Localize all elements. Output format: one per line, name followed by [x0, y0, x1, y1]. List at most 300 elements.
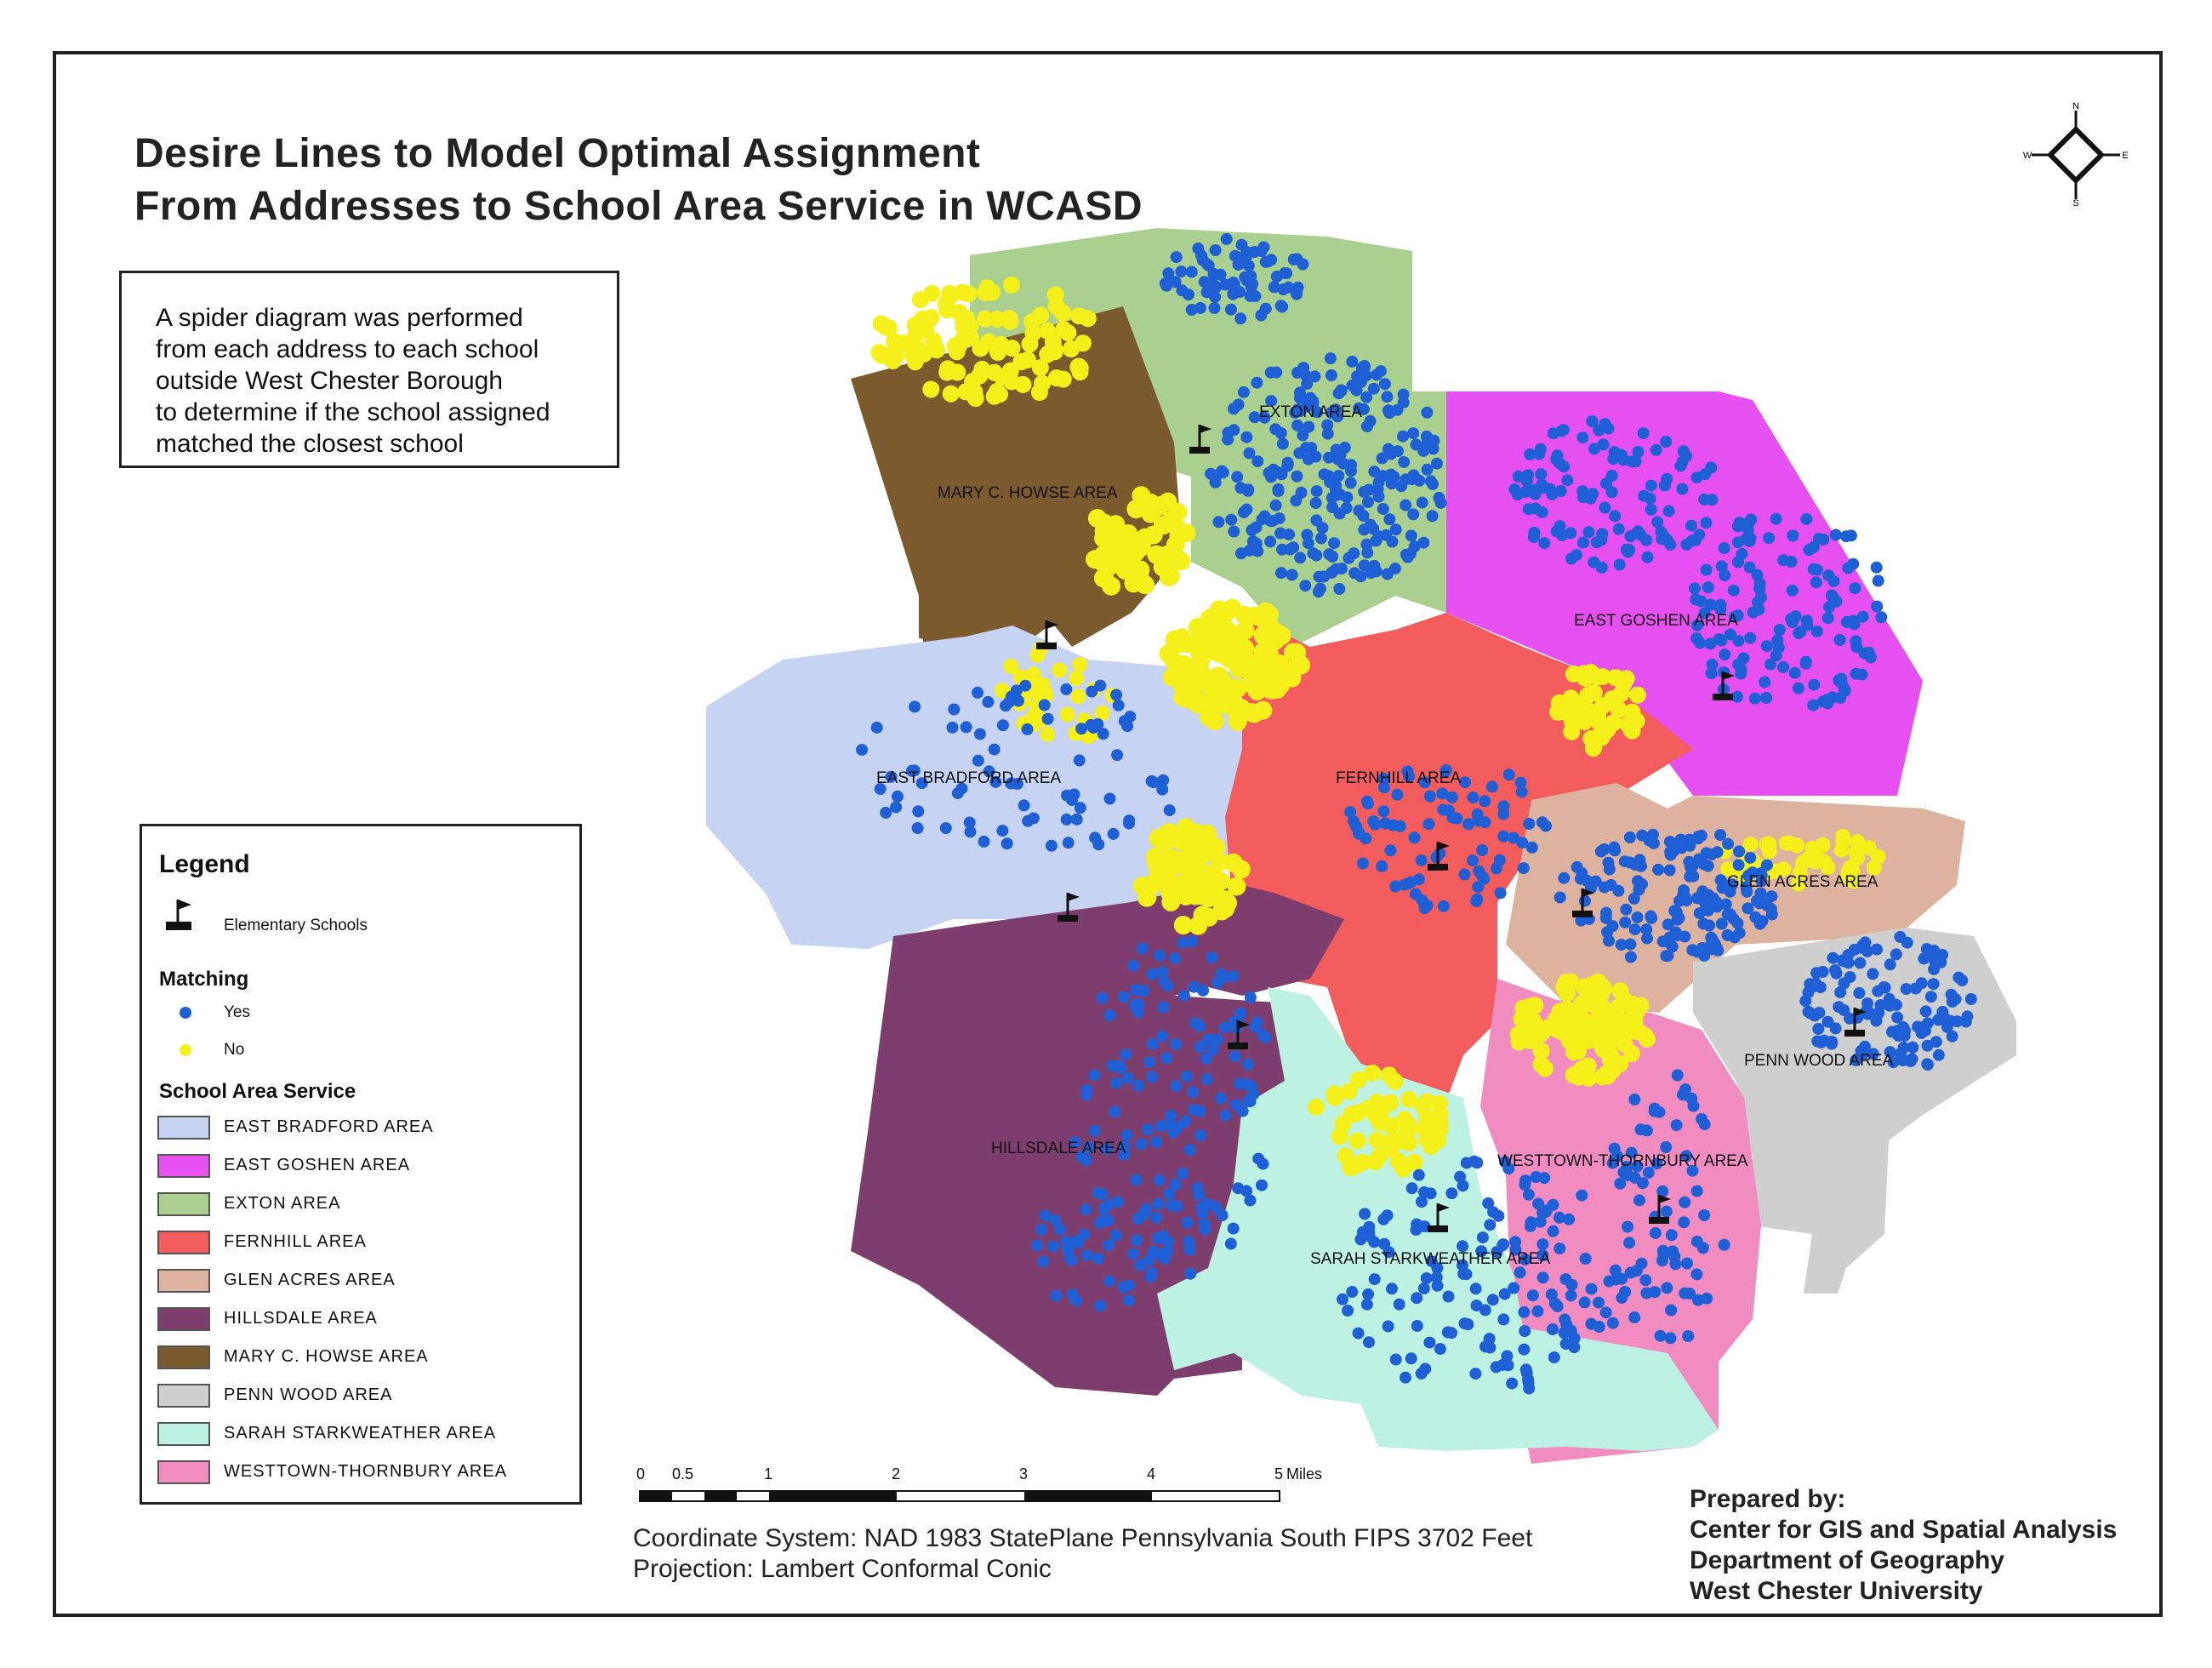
address-point-yes: [1682, 1330, 1694, 1342]
address-point-yes: [1689, 582, 1701, 594]
address-point-yes: [1413, 873, 1425, 885]
address-point-yes: [1094, 680, 1106, 692]
label-sarah-starkweather-area: SARAH STARKWEATHER AREA: [1310, 1250, 1551, 1268]
address-point-yes: [1660, 436, 1672, 448]
address-point-yes: [1657, 1248, 1669, 1260]
address-point-yes: [972, 687, 983, 699]
address-point-yes: [996, 825, 1008, 837]
address-point-yes: [1536, 506, 1548, 518]
address-point-no: [950, 338, 967, 355]
address-point-yes: [1479, 1304, 1491, 1316]
legend-box: [140, 824, 582, 1505]
label-penn-wood-area: PENN WOOD AREA: [1744, 1052, 1894, 1070]
address-point-yes: [1391, 789, 1403, 801]
address-point-yes: [1890, 999, 1902, 1011]
address-point-yes: [1640, 923, 1652, 935]
address-point-yes: [1200, 1224, 1211, 1236]
address-point-yes: [1808, 563, 1820, 575]
address-point-yes: [1740, 534, 1752, 546]
address-point-yes: [1122, 1072, 1134, 1084]
address-point-yes: [1632, 525, 1644, 537]
address-point-yes: [1247, 1088, 1259, 1100]
address-point-yes: [1867, 968, 1878, 980]
address-point-yes: [1447, 812, 1459, 824]
address-point-yes: [1155, 1120, 1167, 1132]
address-point-yes: [1613, 523, 1625, 535]
address-point-yes: [1607, 920, 1619, 932]
address-point-yes: [1638, 490, 1650, 502]
address-point-yes: [1565, 1325, 1577, 1337]
address-point-yes: [1651, 517, 1663, 528]
address-point-yes: [1047, 1241, 1059, 1253]
address-point-yes: [1714, 829, 1726, 841]
address-point-yes: [1478, 873, 1490, 885]
address-point-yes: [1431, 1271, 1443, 1283]
address-point-yes: [1686, 944, 1698, 956]
address-point-yes: [1132, 1080, 1144, 1092]
address-point-yes: [1159, 976, 1171, 988]
address-point-yes: [1886, 1026, 1898, 1038]
address-point-yes: [1679, 931, 1690, 943]
swatch-westtown-thornbury: [157, 1460, 210, 1484]
address-point-yes: [1744, 562, 1756, 574]
address-point-yes: [1477, 1231, 1489, 1243]
address-point-yes: [1146, 1267, 1158, 1279]
address-point-yes: [1487, 1294, 1499, 1305]
scale-tick: 0: [636, 1465, 646, 1482]
address-point-yes: [1419, 902, 1431, 914]
address-point-no: [1001, 310, 1018, 327]
address-point-yes: [1843, 957, 1855, 968]
address-point-yes: [1062, 1244, 1074, 1256]
address-point-yes: [1276, 301, 1288, 313]
scale-tick: 4: [1147, 1465, 1156, 1482]
address-point-yes: [1734, 927, 1746, 939]
address-point-no: [1743, 837, 1759, 852]
address-point-yes: [1506, 1378, 1518, 1390]
address-point-yes: [1427, 510, 1439, 522]
address-point-yes: [1405, 530, 1417, 542]
scale-tick: 1: [764, 1465, 773, 1482]
address-point-yes: [1787, 530, 1799, 542]
address-point-yes: [1245, 991, 1257, 1003]
address-point-yes: [1733, 859, 1745, 871]
address-point-yes: [1872, 985, 1884, 997]
address-point-yes: [1623, 544, 1635, 556]
address-point-yes: [1256, 1180, 1268, 1191]
address-point-yes: [1397, 431, 1409, 443]
address-point-yes: [1609, 510, 1621, 522]
address-point-yes: [1331, 563, 1343, 575]
address-point-yes: [1363, 484, 1375, 496]
address-point-yes: [1092, 1253, 1104, 1265]
address-point-yes: [1411, 1292, 1422, 1304]
address-point-no: [986, 364, 1003, 381]
address-point-yes: [1834, 986, 1846, 998]
address-point-yes: [1394, 820, 1406, 832]
address-point-no: [1623, 704, 1640, 721]
address-point-yes: [1445, 1187, 1457, 1199]
address-point-no: [1190, 643, 1209, 661]
address-point-no: [1159, 493, 1177, 511]
address-point-yes: [989, 744, 1001, 756]
address-point-no: [1387, 1073, 1404, 1090]
address-point-no: [1273, 626, 1291, 645]
address-point-yes: [1703, 920, 1715, 932]
address-point-yes: [1531, 1305, 1543, 1317]
address-point-yes: [1242, 485, 1254, 497]
scale-bar: [640, 1491, 1280, 1501]
address-point-yes: [1536, 816, 1548, 828]
address-point-yes: [1383, 513, 1395, 525]
address-point-yes: [1693, 529, 1705, 541]
address-point-yes: [1515, 777, 1527, 789]
address-point-yes: [1233, 399, 1245, 411]
address-point-yes: [1753, 897, 1765, 909]
address-point-yes: [1812, 1023, 1824, 1035]
address-point-yes: [1234, 312, 1246, 324]
address-point-yes: [1787, 585, 1799, 597]
address-point-yes: [1593, 1297, 1605, 1309]
swatch-east-bradford: [157, 1116, 210, 1140]
address-point-yes: [1652, 864, 1664, 876]
address-point-yes: [1873, 575, 1884, 587]
address-point-no: [1629, 687, 1646, 704]
address-point-yes: [1110, 1230, 1122, 1242]
address-point-yes: [1000, 700, 1012, 711]
address-point-yes: [1854, 957, 1866, 969]
address-point-yes: [1685, 860, 1697, 871]
address-point-yes: [1160, 1052, 1172, 1064]
address-point-yes: [1201, 1073, 1213, 1085]
address-point-yes: [1871, 562, 1883, 574]
address-point-yes: [1270, 500, 1282, 511]
address-point-yes: [1445, 1327, 1457, 1339]
address-point-yes: [1150, 1136, 1162, 1148]
address-point-no: [1552, 1023, 1569, 1040]
address-point-yes: [1637, 1177, 1649, 1189]
address-point-yes: [1623, 1237, 1635, 1248]
address-point-yes: [1209, 302, 1221, 314]
address-point-yes: [1694, 637, 1706, 649]
address-point-yes: [1314, 583, 1326, 595]
address-point-yes: [1228, 1223, 1240, 1235]
address-point-yes: [1528, 531, 1540, 543]
address-point-yes: [1422, 437, 1434, 448]
address-point-yes: [1690, 593, 1702, 605]
address-point-yes: [1622, 1221, 1633, 1233]
address-point-no: [1524, 997, 1541, 1014]
address-point-yes: [1617, 454, 1629, 466]
scale-tick: 5: [1274, 1465, 1284, 1482]
address-point-yes: [1365, 415, 1377, 427]
address-point-yes: [1953, 972, 1964, 984]
address-point-no: [1172, 631, 1190, 649]
address-point-no: [1035, 677, 1051, 693]
address-point-yes: [1685, 520, 1697, 532]
address-point-yes: [1850, 668, 1861, 680]
legend-item-label: HILLSDALE AREA: [224, 1309, 378, 1328]
address-point-yes: [1177, 1168, 1189, 1180]
address-point-yes: [1127, 1248, 1139, 1260]
address-point-yes: [1645, 504, 1657, 516]
address-point-yes: [1408, 469, 1420, 481]
address-point-yes: [1928, 978, 1940, 990]
address-point-yes: [1744, 852, 1756, 864]
address-point-yes: [1701, 847, 1713, 859]
address-point-yes: [1861, 997, 1873, 1009]
address-point-no: [1196, 837, 1215, 856]
address-point-yes: [1484, 1219, 1496, 1231]
address-point-no: [1627, 1014, 1644, 1031]
address-point-no: [1216, 605, 1234, 624]
address-point-yes: [1123, 1280, 1135, 1292]
address-point-yes: [1523, 503, 1535, 515]
label-east-goshen-area: EAST GOSHEN AREA: [1574, 612, 1738, 630]
address-point-yes: [1280, 267, 1292, 279]
address-point-yes: [1701, 564, 1713, 576]
address-point-yes: [1092, 1187, 1104, 1199]
address-point-no: [912, 291, 929, 308]
label-mary-c-howse-area: MARY C. HOWSE AREA: [938, 484, 1118, 502]
address-point-yes: [1137, 985, 1149, 997]
address-point-yes: [1170, 1080, 1182, 1092]
address-point-yes: [1599, 502, 1611, 514]
address-point-yes: [1827, 952, 1839, 964]
address-point-yes: [1160, 280, 1172, 292]
address-point-yes: [1246, 524, 1257, 536]
address-point-yes: [1157, 1230, 1169, 1242]
address-point-yes: [1265, 254, 1277, 266]
address-point-yes: [1508, 832, 1519, 844]
address-point-no: [1132, 538, 1151, 557]
address-point-yes: [1221, 233, 1233, 245]
address-point-yes: [1386, 477, 1398, 489]
label-east-bradford-area: EAST BRADFORD AREA: [876, 769, 1062, 787]
address-point-yes: [1785, 613, 1797, 625]
address-point-yes: [1283, 282, 1295, 294]
address-point-yes: [964, 817, 976, 829]
address-point-no: [938, 364, 955, 381]
address-point-yes: [1732, 557, 1744, 568]
address-point-yes: [1375, 365, 1387, 377]
address-point-yes: [1512, 488, 1524, 500]
address-point-yes: [1257, 1158, 1269, 1170]
address-point-yes: [1628, 1094, 1640, 1105]
address-point-yes: [1156, 1031, 1168, 1042]
address-point-yes: [1147, 1038, 1159, 1050]
prepared-by-block: [1690, 1484, 2117, 1607]
address-point-yes: [1377, 503, 1389, 515]
address-point-yes: [1345, 465, 1357, 477]
address-point-yes: [1012, 695, 1024, 707]
prepared-line: Center for GIS and Spatial Analysis: [1690, 1516, 2118, 1544]
address-point-yes: [1826, 590, 1838, 602]
address-point-yes: [1694, 907, 1706, 919]
address-point-no: [1371, 1114, 1388, 1131]
address-point-yes: [880, 807, 892, 819]
address-point-no: [1200, 908, 1218, 927]
address-point-yes: [1565, 527, 1576, 539]
address-point-yes: [1660, 1141, 1672, 1153]
address-point-yes: [1031, 1240, 1043, 1252]
address-point-yes: [1291, 471, 1303, 483]
address-point-yes: [1080, 1089, 1092, 1101]
address-point-yes: [1154, 1248, 1166, 1260]
address-point-yes: [1725, 628, 1736, 640]
address-point-yes: [1497, 831, 1509, 843]
address-point-yes: [1559, 1273, 1571, 1285]
address-point-no: [1394, 1161, 1411, 1178]
address-point-no: [972, 340, 989, 357]
address-point-yes: [1712, 846, 1724, 858]
address-point-yes: [1785, 556, 1797, 568]
address-point-yes: [1722, 929, 1734, 941]
address-point-yes: [1950, 993, 1962, 1005]
address-point-yes: [1471, 894, 1483, 905]
address-point-no: [1401, 1120, 1418, 1137]
address-point-yes: [1556, 426, 1568, 437]
compass-w: W: [2022, 151, 2032, 161]
address-point-yes: [1635, 860, 1647, 872]
address-point-yes: [1310, 497, 1322, 509]
legend-matching-title: Matching: [159, 968, 249, 991]
address-point-yes: [1192, 243, 1204, 254]
address-point-yes: [1547, 1323, 1559, 1335]
address-point-yes: [1576, 431, 1588, 443]
address-point-yes: [1484, 1342, 1496, 1354]
address-point-no: [1154, 872, 1173, 891]
address-point-yes: [892, 791, 904, 803]
address-point-yes: [1171, 251, 1183, 263]
address-point-yes: [1150, 1212, 1162, 1224]
address-point-yes: [1612, 885, 1624, 897]
address-point-yes: [1508, 1282, 1519, 1294]
address-point-yes: [1672, 1069, 1684, 1081]
address-point-yes: [1276, 544, 1288, 556]
address-point-yes: [1050, 1290, 1062, 1302]
address-point-yes: [1307, 547, 1319, 559]
address-point-yes: [1407, 427, 1419, 439]
address-point-yes: [1222, 433, 1234, 445]
address-point-yes: [1459, 1317, 1471, 1329]
address-point-no: [971, 368, 988, 385]
address-point-yes: [1359, 1208, 1371, 1220]
address-point-yes: [1486, 780, 1498, 792]
legend-item-label: GLEN ACRES AREA: [224, 1271, 396, 1289]
address-point-yes: [1856, 942, 1867, 954]
address-point-yes: [1251, 377, 1263, 389]
address-point-yes: [1677, 456, 1689, 468]
address-point-yes: [948, 704, 960, 716]
address-point-yes: [1720, 899, 1732, 911]
address-point-yes: [1840, 530, 1852, 542]
address-point-yes: [1830, 529, 1842, 541]
address-point-yes: [1290, 494, 1302, 506]
address-point-yes: [1822, 1016, 1834, 1028]
address-point-yes: [1260, 303, 1272, 315]
note-line: from each address to each school: [156, 335, 539, 363]
address-point-yes: [1497, 1313, 1509, 1325]
address-point-yes: [1324, 476, 1336, 488]
address-point-yes: [1620, 904, 1632, 916]
address-point-yes: [1705, 637, 1717, 649]
address-point-yes: [1208, 268, 1220, 280]
address-point-yes: [1800, 656, 1812, 668]
address-point-yes: [1118, 991, 1130, 1003]
address-point-yes: [1197, 985, 1209, 997]
address-point-yes: [1210, 477, 1222, 488]
address-point-yes: [940, 822, 952, 834]
address-point-no: [873, 316, 890, 333]
address-point-yes: [1231, 471, 1243, 483]
address-point-yes: [1632, 911, 1644, 923]
address-point-yes: [1548, 1225, 1559, 1237]
address-point-no: [1004, 340, 1021, 357]
address-point-yes: [1676, 483, 1688, 495]
address-point-yes: [1815, 981, 1827, 993]
address-point-yes: [1554, 1242, 1565, 1254]
address-point-no: [1571, 703, 1588, 720]
address-point-yes: [1546, 1288, 1558, 1300]
address-point-yes: [1130, 1174, 1142, 1186]
address-point-yes: [1794, 626, 1806, 638]
address-point-yes: [1357, 1226, 1369, 1238]
address-point-yes: [1834, 634, 1846, 646]
address-point-yes: [1169, 952, 1181, 964]
address-point-no: [1177, 818, 1195, 837]
address-point-yes: [1367, 815, 1379, 827]
address-point-yes: [1552, 1300, 1564, 1312]
address-point-no: [922, 381, 939, 398]
address-point-yes: [1638, 427, 1650, 439]
address-point-yes: [1103, 1214, 1115, 1226]
address-point-yes: [1164, 804, 1176, 816]
address-point-yes: [1362, 1288, 1374, 1300]
address-point-yes: [1142, 1123, 1154, 1135]
address-point-yes: [1127, 960, 1139, 972]
address-point-yes: [1817, 966, 1829, 978]
address-point-yes: [1458, 869, 1470, 881]
address-point-yes: [1425, 1187, 1437, 1199]
address-point-yes: [1035, 1224, 1047, 1236]
address-point-yes: [1334, 508, 1346, 520]
address-point-yes: [1648, 837, 1660, 849]
address-point-yes: [1662, 918, 1674, 930]
address-point-yes: [1744, 632, 1756, 644]
address-point-yes: [1326, 551, 1338, 563]
address-point-yes: [1645, 911, 1656, 923]
address-point-yes: [1422, 818, 1434, 830]
address-point-yes: [1565, 1289, 1577, 1301]
address-point-no: [1163, 849, 1182, 868]
address-point-yes: [1479, 816, 1491, 828]
address-point-yes: [1624, 831, 1636, 843]
address-point-no: [1762, 843, 1777, 859]
address-point-yes: [909, 701, 921, 713]
legend-item-label: EXTON AREA: [224, 1194, 341, 1213]
address-point-yes: [1333, 387, 1345, 399]
label-exton-area: EXTON AREA: [1259, 403, 1363, 421]
address-point-no: [1154, 516, 1172, 534]
address-point-yes: [1301, 529, 1313, 541]
address-point-no: [1040, 727, 1055, 742]
address-point-yes: [1240, 431, 1252, 443]
label-glen-acres-area: GLEN ACRES AREA: [1727, 873, 1878, 891]
address-point-yes: [1719, 1239, 1730, 1251]
address-point-yes: [1107, 1060, 1119, 1071]
legend-item-label: EAST GOSHEN AREA: [224, 1156, 411, 1174]
